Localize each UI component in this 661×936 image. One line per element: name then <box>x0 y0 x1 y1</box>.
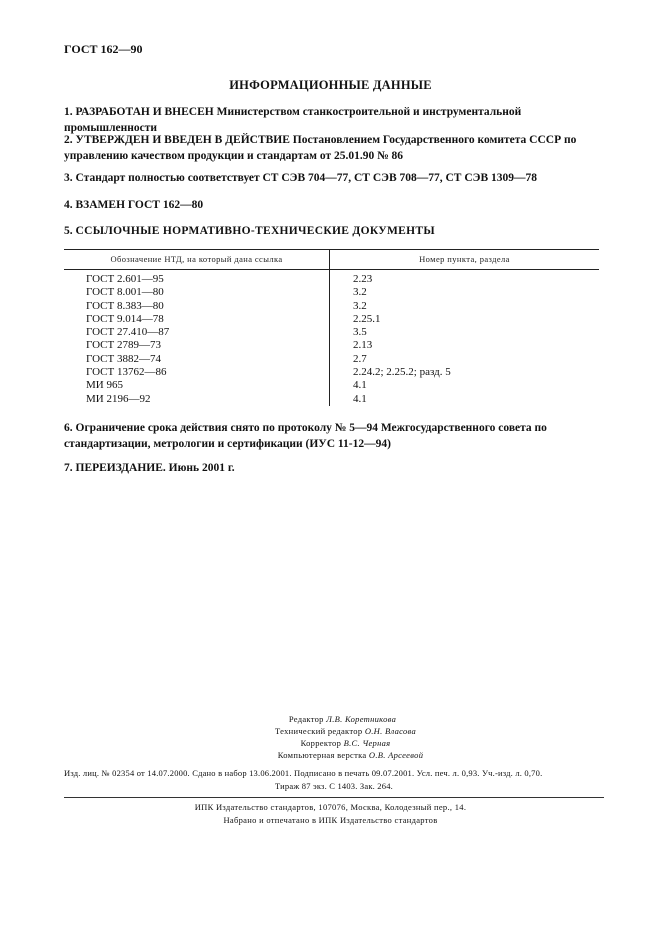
item-lead: УТВЕРЖДЕН И ВВЕДЕН В ДЕЙСТВИЕ <box>75 134 290 146</box>
imprint-line-1: Изд. лиц. № 02354 от 14.07.2000. Сдано в набор 13.06.2001. Подписано в печать 09.07.2001. Усл. печ. л. 0,93. Уч.-изд. л. 0,70. <box>64 768 543 778</box>
table-row <box>64 339 599 352</box>
item-text: Министерством станкостроительной и инструментальной промышленности <box>64 106 522 134</box>
document-cell: ГОСТ 9.014—78 <box>64 313 330 326</box>
document-cell: МИ 2196—92 <box>64 393 330 406</box>
credit-layout <box>40 749 661 761</box>
item-number: 6. <box>64 422 73 434</box>
column-header-clause: Номер пункта, раздела <box>330 250 600 270</box>
clause-cell: 3.2 <box>353 299 367 312</box>
item-text: Июнь 2001 г. <box>168 462 235 474</box>
clause-cell: 4.1 <box>353 392 367 405</box>
footer-divider <box>64 797 604 798</box>
clause-cell: 2.23 <box>353 273 373 285</box>
info-item-7 <box>64 460 604 476</box>
table-header-row <box>64 250 599 270</box>
item-lead: ССЫЛОЧНЫЕ НОРМАТИВНО-ТЕХНИЧЕСКИЕ ДОКУМЕНТЫ <box>75 225 435 237</box>
credit-proofreader <box>30 737 661 749</box>
info-item-5 <box>64 223 604 239</box>
item-number: 4. <box>64 199 73 211</box>
document-cell: ГОСТ 8.383—80 <box>64 300 330 313</box>
document-cell: МИ 965 <box>64 379 330 392</box>
info-item-3 <box>64 170 604 186</box>
item-text: Ограничение срока действия снято по протоколу № 5—94 Межгосударственного совета по стандартизации, метрологии и сертификации (ИУС 11-12—94) <box>64 422 547 450</box>
reference-documents-table <box>64 249 599 406</box>
table-row <box>64 353 599 366</box>
table-row <box>64 286 599 299</box>
table-row <box>64 313 599 326</box>
document-cell: ГОСТ 2789—73 <box>64 339 330 352</box>
credit-name: Л.В. Коретникова <box>326 714 397 724</box>
publisher-line-1: ИПК Издательство стандартов, 107076, Москва, Колодезный пер., 14. <box>194 802 467 812</box>
document-cell: ГОСТ 8.001—80 <box>64 286 330 299</box>
document-cell: ГОСТ 27.410—87 <box>64 326 330 339</box>
table-row <box>64 393 599 406</box>
item-lead: ВЗАМЕН ГОСТ 162—80 <box>75 199 204 211</box>
credit-role: Технический редактор <box>274 726 363 736</box>
publisher-info <box>0 801 661 827</box>
item-number: 5. <box>64 225 73 237</box>
item-lead: РАЗРАБОТАН И ВНЕСЕН <box>75 106 214 118</box>
credit-technical-editor <box>30 725 661 737</box>
info-section-title: ИНФОРМАЦИОННЫЕ ДАННЫЕ <box>229 78 432 92</box>
info-item-6 <box>64 420 604 452</box>
table-row <box>64 366 599 379</box>
table-row <box>64 270 599 287</box>
clause-cell: 2.13 <box>353 339 373 352</box>
credit-role: Компьютерная верстка <box>277 750 367 760</box>
clause-cell: 2.25.1 <box>353 312 381 325</box>
table-row <box>64 379 599 392</box>
credit-name: О.В. Арсеевой <box>368 750 424 760</box>
info-item-2 <box>64 132 604 164</box>
clause-cell: 2.7 <box>353 352 367 365</box>
document-cell: ГОСТ 13762—86 <box>64 366 330 379</box>
publisher-line-2: Набрано и отпечатано в ИПК Издательство стандартов <box>223 815 438 825</box>
item-number: 1. <box>64 106 73 118</box>
imprint-line-2: Тираж 87 экз. С 1403. Зак. 264. <box>275 781 393 791</box>
clause-cell: 3.2 <box>353 286 367 299</box>
clause-cell: 4.1 <box>353 379 367 392</box>
document-cell: ГОСТ 3882—74 <box>64 353 330 366</box>
item-lead: ПЕРЕИЗДАНИЕ. <box>75 462 166 474</box>
editorial-credits <box>0 713 661 761</box>
item-number: 3. <box>64 172 73 184</box>
info-item-4 <box>64 197 604 213</box>
item-text: Постановлением Государственного комитета СССР по управлению качеством продукции и стандартам от 25.01.90 № 86 <box>64 134 577 162</box>
table-row <box>64 326 599 339</box>
item-number: 7. <box>64 462 73 474</box>
credit-role: Корректор <box>300 738 342 748</box>
credit-name: О.Н. Власова <box>364 726 417 736</box>
table-row <box>64 300 599 313</box>
print-imprint <box>64 767 604 793</box>
column-header-document: Обозначение НТД, на который дана ссылка <box>64 250 330 270</box>
document-cell: ГОСТ 2.601—95 <box>64 270 330 287</box>
clause-cell: 3.5 <box>353 326 367 339</box>
item-text: Стандарт полностью соответствует СТ СЭВ 704—77, СТ СЭВ 708—77, СТ СЭВ 1309—78 <box>75 172 538 184</box>
item-number: 2. <box>64 134 73 146</box>
credit-editor <box>24 713 661 725</box>
clause-cell: 2.24.2; 2.25.2; разд. 5 <box>353 366 451 379</box>
document-number: ГОСТ 162—90 <box>64 42 143 56</box>
credit-name: В.С. Черная <box>343 738 391 748</box>
credit-role: Редактор <box>288 714 324 724</box>
